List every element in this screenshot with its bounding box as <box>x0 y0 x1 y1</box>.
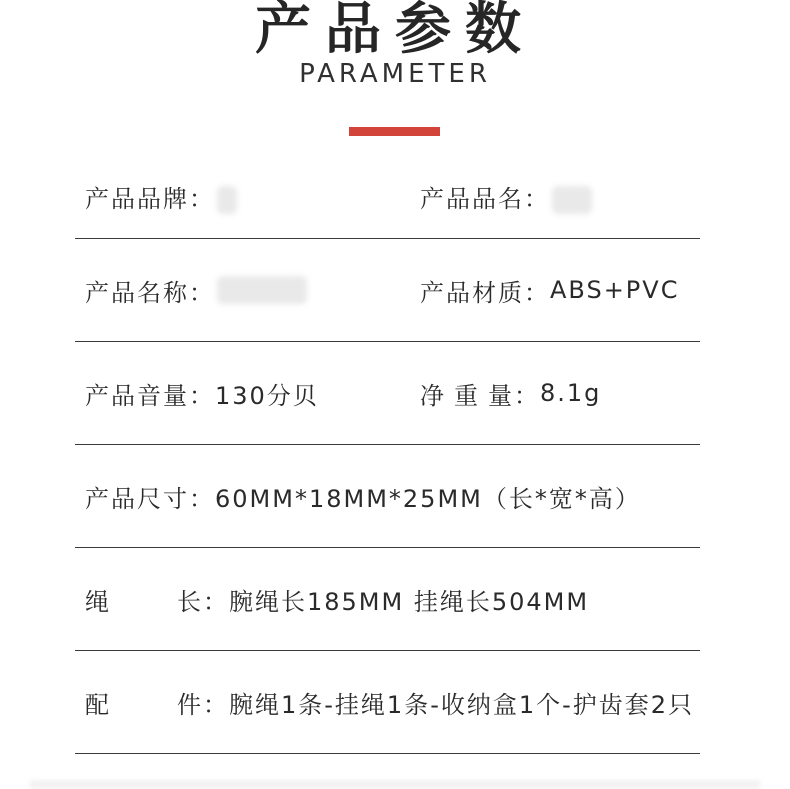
page-title: 产品参数 <box>255 0 535 62</box>
redacted-value <box>552 186 592 214</box>
param-volume <box>85 342 319 444</box>
label-char: 净 <box>420 381 446 410</box>
param-value: 腕绳1条-挂绳1条-收纳盒1个-护齿套2只 <box>229 690 695 719</box>
param-value: ABS+PVC <box>550 276 680 304</box>
param-label <box>85 685 229 720</box>
param-value: 130分贝 <box>215 381 319 410</box>
label-char: 件： <box>177 690 229 719</box>
label-char: 长： <box>177 587 229 616</box>
label-char: 绳 <box>85 587 111 616</box>
label-char: 重 <box>454 381 480 410</box>
param-value: 8.1g <box>540 379 602 407</box>
param-label: 产品尺寸： <box>85 484 215 513</box>
param-label: 产品品牌： <box>85 185 215 213</box>
param-label: 产品名称： <box>85 278 215 307</box>
parameter-table <box>75 157 700 754</box>
param-row-name-material <box>75 239 700 342</box>
param-name <box>85 239 307 341</box>
redacted-value <box>217 186 237 214</box>
param-value: 60MM*18MM*25MM（长*宽*高） <box>215 484 641 513</box>
accent-divider <box>349 127 440 136</box>
param-rope-length <box>85 548 589 650</box>
param-weight <box>420 342 601 444</box>
param-material <box>420 239 679 341</box>
param-row-size <box>75 445 700 548</box>
param-brand <box>85 157 237 238</box>
param-label: 产品材质： <box>420 278 550 307</box>
param-product-name <box>420 157 592 238</box>
param-accessories <box>85 651 694 753</box>
param-label <box>85 582 229 617</box>
label-char: 配 <box>85 690 111 719</box>
param-label <box>420 376 540 411</box>
param-label: 产品音量： <box>85 381 215 410</box>
page-subtitle: PARAMETER <box>299 59 491 89</box>
bottom-edge-shadow <box>30 780 760 789</box>
redacted-value <box>217 276 307 304</box>
param-row-accessories <box>75 651 700 754</box>
param-row-volume-weight <box>75 342 700 445</box>
param-size <box>85 445 641 547</box>
label-char: 量： <box>488 381 540 410</box>
param-label: 产品品名： <box>420 185 550 213</box>
param-value: 腕绳长185MM 挂绳长504MM <box>229 587 590 616</box>
param-row-brand <box>75 157 700 239</box>
param-row-rope <box>75 548 700 651</box>
